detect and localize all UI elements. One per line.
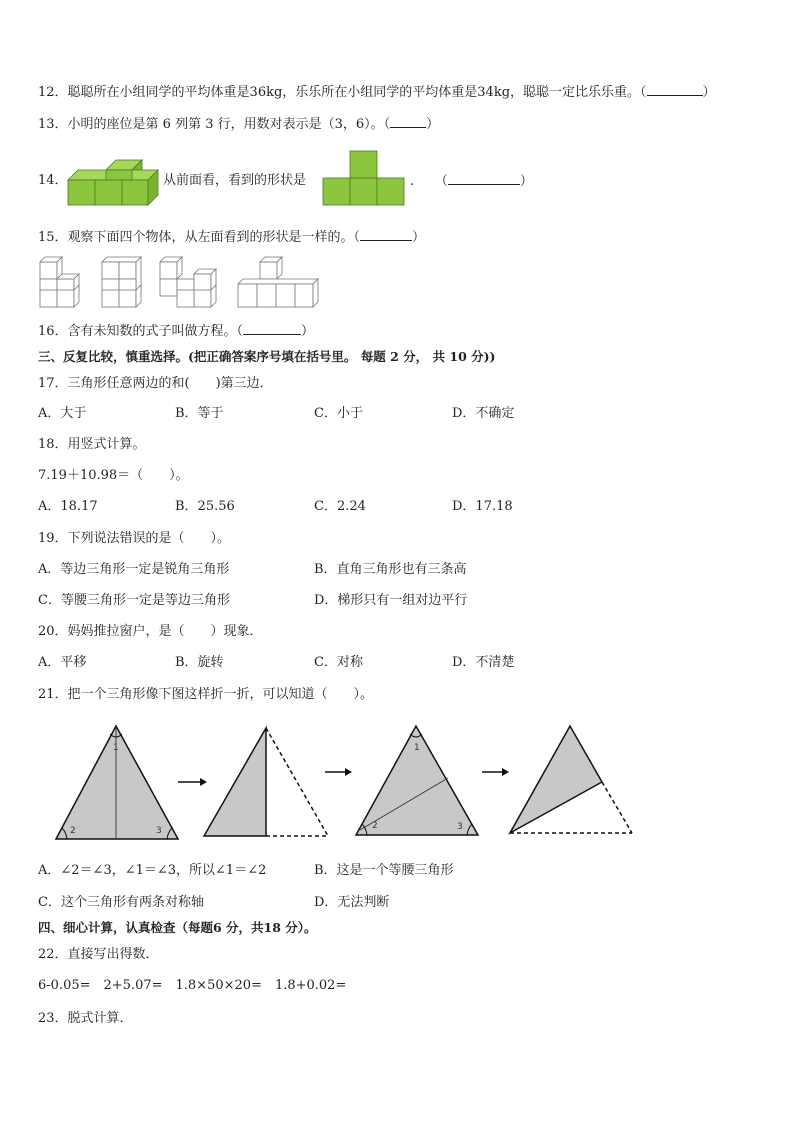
q17-option-a[interactable]: A．大于: [38, 406, 87, 421]
answer-blank-12[interactable]: [647, 83, 703, 96]
question-21-text: 21．把一个三角形像下图这样折一折，可以知道（ ）。: [38, 687, 374, 702]
q20-option-a[interactable]: A．平移: [38, 655, 87, 670]
folded-triangle-2: [510, 726, 602, 833]
section-4-heading: 四、细心计算，认真检查（每题6 分，共18 分）。: [38, 920, 317, 935]
question-15: 15．观察下面四个物体，从左面看到的形状是一样的。（ ）: [38, 230, 426, 245]
q18-option-d[interactable]: D．17.18: [452, 499, 513, 514]
question-20-text: 20．妈妈推拉窗户，是（ ）现象．: [38, 624, 263, 639]
question-12-text: 12．聪聪所在小组同学的平均体重是36kg，乐乐所在小组同学的平均体重是34kg，聪聪一定比乐乐重。（: [38, 85, 647, 100]
q21-option-a[interactable]: A．∠2＝∠3，∠1＝∠3，所以∠1＝∠2: [38, 863, 267, 878]
q21-option-d[interactable]: D．无法判断: [314, 895, 390, 910]
q18-option-a[interactable]: A．18.17: [38, 499, 98, 514]
question-14-text: 从前面看，看到的形状是: [163, 173, 307, 188]
front-view-figure: [322, 150, 406, 206]
q19-option-d[interactable]: D．梯形只有一组对边平行: [314, 593, 468, 608]
question-13-text: 13．小明的座位是第 6 列第 3 行，用数对表示是（3，6）。（: [38, 117, 391, 132]
q17-option-d[interactable]: D．不确定: [452, 406, 515, 421]
q20-option-c[interactable]: C．对称: [314, 655, 363, 670]
four-objects-figure: [38, 254, 323, 310]
q21-option-b[interactable]: B．这是一个等腰三角形: [314, 863, 454, 878]
question-12: 12．聪聪所在小组同学的平均体重是36kg，乐乐所在小组同学的平均体重是34kg，聪聪一定比乐乐重。（ ）: [38, 85, 716, 100]
question-19-text: 19．下列说法错误的是（ ）。: [38, 531, 231, 546]
q20-option-b[interactable]: B．旋转: [175, 655, 224, 670]
angle-label-3b: 3: [457, 822, 463, 832]
angle-label-2: 2: [70, 826, 76, 836]
question-22-expressions: 6-0.05= 2+5.07= 1.8×50×20= 1.8+0.02=: [38, 978, 347, 993]
question-22-text: 22．直接写出得数．: [38, 947, 159, 962]
question-23-text: 23．脱式计算．: [38, 1011, 133, 1026]
q18-option-b[interactable]: B．25.56: [175, 499, 235, 514]
section-3-heading: 三、反复比较，慎重选择。(把正确答案序号填在括号里。 每题 2 分， 共 10 分)): [38, 349, 496, 364]
q19-option-c[interactable]: C．等腰三角形一定是等边三角形: [38, 593, 230, 608]
angle-label-1b: 1: [414, 743, 420, 753]
question-13: 13．小明的座位是第 6 列第 3 行，用数对表示是（3，6）。（ ）: [38, 117, 440, 132]
answer-blank-14[interactable]: [448, 172, 520, 185]
q19-option-a[interactable]: A．等边三角形一定是锐角三角形: [38, 562, 230, 577]
q18-option-c[interactable]: C．2.24: [314, 499, 366, 514]
question-16: 16．含有未知数的式子叫做方程。（ ）: [38, 324, 315, 339]
question-14-answer: . （ ）: [410, 174, 533, 189]
q19-option-b[interactable]: B．直角三角形也有三条高: [314, 562, 467, 577]
cube-row-3d-figure: [68, 160, 163, 206]
question-15-text: 15．观察下面四个物体，从左面看到的形状是一样的。（: [38, 230, 361, 245]
question-16-text: 16．含有未知数的式子叫做方程。（: [38, 324, 244, 339]
answer-blank-13[interactable]: [390, 115, 426, 128]
q17-option-c[interactable]: C．小于: [314, 406, 363, 421]
triangle-folding-figure: [50, 722, 640, 844]
angle-label-1: 1: [113, 743, 119, 753]
question-17-text: 17．三角形任意两边的和( )第三边．: [38, 376, 273, 391]
question-14: 14．: [38, 173, 68, 188]
answer-blank-15[interactable]: [360, 228, 412, 241]
q17-option-b[interactable]: B．等于: [175, 406, 224, 421]
question-18-expression: 7.19＋10.98＝（ ）。: [38, 468, 189, 483]
angle-label-2b: 2: [372, 821, 378, 831]
half-triangle-1: [204, 728, 266, 836]
q21-option-c[interactable]: C．这个三角形有两条对称轴: [38, 895, 204, 910]
answer-blank-16[interactable]: [243, 322, 301, 335]
question-18-text: 18．用竖式计算。: [38, 437, 146, 452]
angle-label-3: 3: [156, 826, 162, 836]
q20-option-d[interactable]: D．不清楚: [452, 655, 515, 670]
